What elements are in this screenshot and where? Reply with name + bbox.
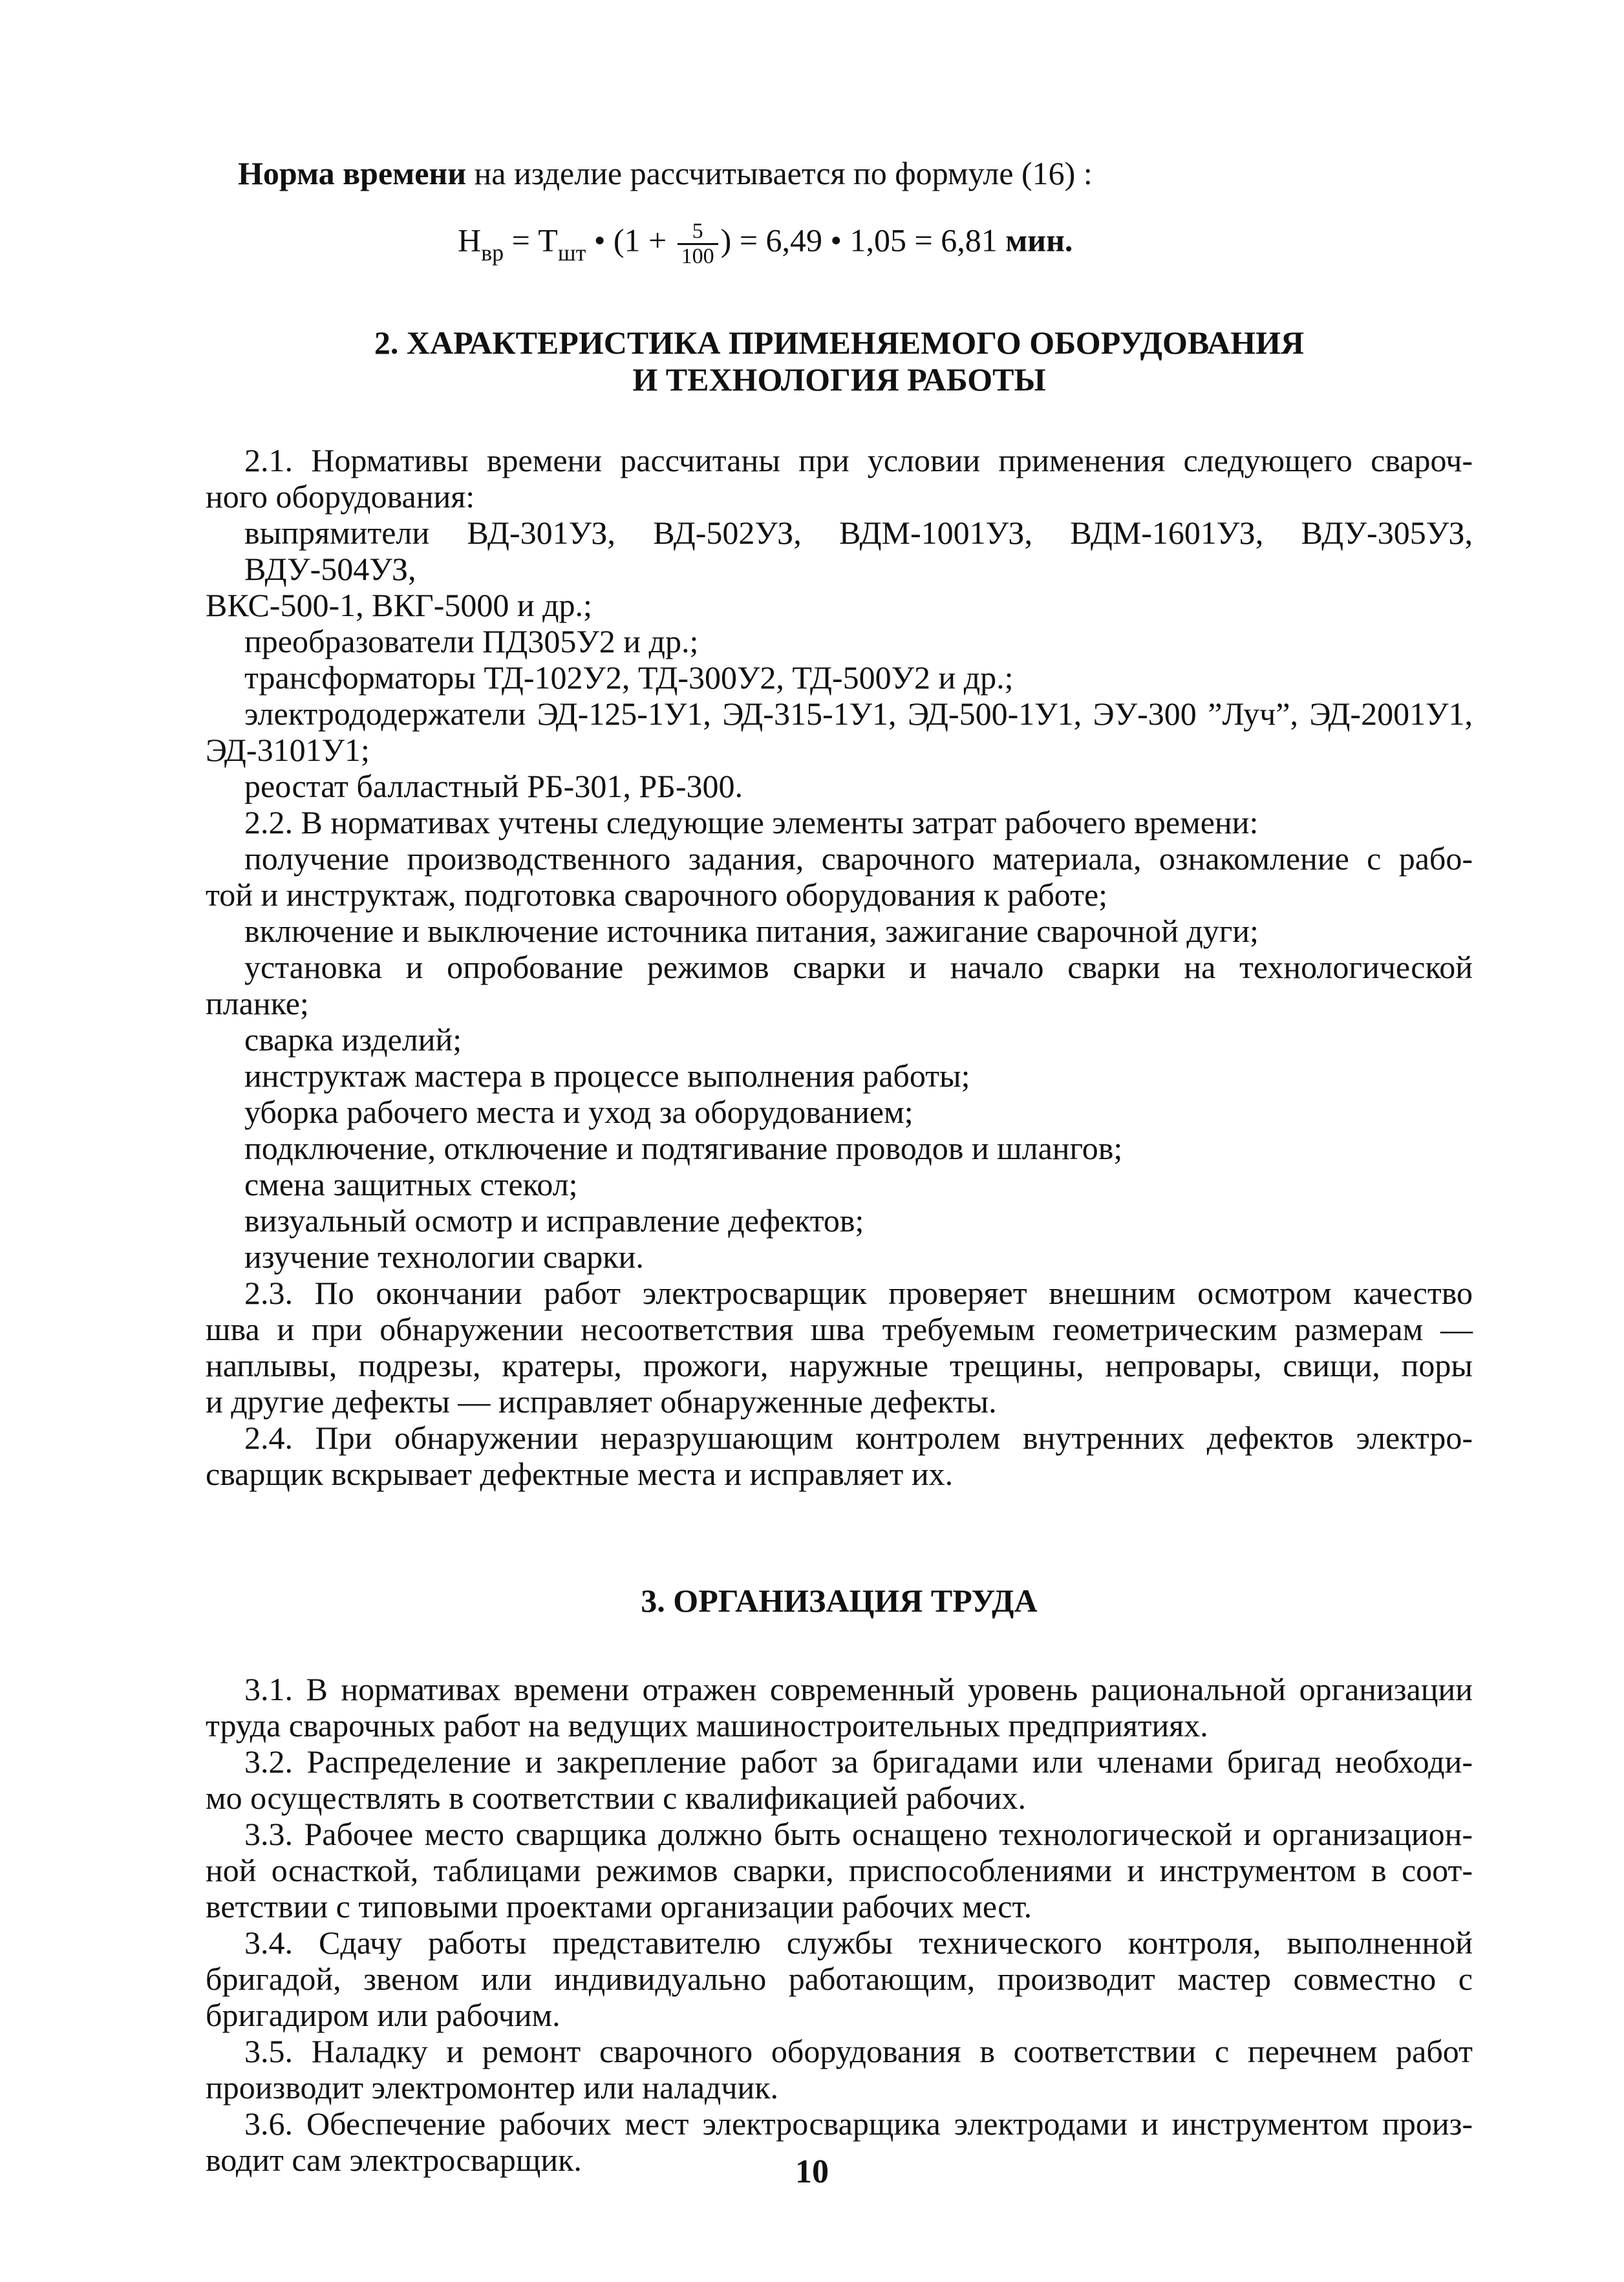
text-line: установка и опробование режимов сварки и начало сварки на технологической <box>244 949 1473 985</box>
section-2-body <box>206 442 1473 1492</box>
time-norm-formula <box>206 220 1473 279</box>
text-line: уборка рабочего места и уход за оборудованием; <box>244 1094 914 1130</box>
text-line: сварщик вскрывает дефектные места и исправляет их. <box>206 1456 954 1492</box>
text-line: и другие дефекты — исправляет обнаруженные дефекты. <box>206 1383 997 1420</box>
section-3-heading <box>206 1583 1473 1619</box>
fraction-denominator: 100 <box>681 244 714 268</box>
text-line: мо осуществлять в соответствии с квалификацией рабочих. <box>206 1780 1026 1816</box>
text-line: 2.3. По окончании работ электросварщик проверяет внешним осмотром качество <box>244 1275 1473 1311</box>
fraction-numerator: 5 <box>678 220 718 245</box>
text-line: сварка изделий; <box>244 1021 462 1058</box>
text-line: шва и при обнаружении несоответствия шва требуемым геометрическим размерам — <box>206 1311 1473 1347</box>
text-line: 3.2. Распределение и закрепление работ за бригадами или членами бригад необходи- <box>244 1743 1473 1780</box>
section-2-title-line-1: 2. ХАРАКТЕРИСТИКА ПРИМЕНЯЕМОГО ОБОРУДОВАНИЯ <box>374 325 1305 361</box>
page-content <box>206 155 1473 2178</box>
formula-result: ) = 6,49 • 1,05 = 6,81 <box>720 222 1006 259</box>
text-line: 3.4. Сдачу работы представителю службы технического контроля, выполненной <box>244 1925 1473 1961</box>
text-line: производит электромонтер или наладчик. <box>206 2069 779 2106</box>
section-2-heading <box>206 325 1473 398</box>
text-line: 2.1. Нормативы времени рассчитаны при условии применения следующего свароч- <box>244 442 1473 478</box>
formula-multiplier: • (1 + <box>586 222 675 259</box>
text-line: получение производственного задания, сварочного материала, ознакомление с рабо- <box>244 840 1473 877</box>
section-3-body <box>206 1671 1473 2178</box>
text-line: бригадиром или рабочим. <box>206 1997 561 2033</box>
text-line: подключение, отключение и подтягивание проводов и шлангов; <box>244 1130 1123 1166</box>
page-number: 10 <box>795 2153 829 2190</box>
text-line: ЭД-3101У1; <box>206 732 370 768</box>
text-line: бригадой, звеном или индивидуально работающим, производит мастер совместно с <box>206 1961 1473 1997</box>
intro-text: на изделие рассчитывается по формуле (16) : <box>466 155 1093 191</box>
text-line: ВКС-500-1, ВКГ-5000 и др.; <box>206 587 592 623</box>
text-line: включение и выключение источника питания, зажигание сварочной дуги; <box>244 913 1259 949</box>
text-line: ветствии с типовыми проектами организации рабочих мест. <box>206 1888 1032 1925</box>
text-line: 2.4. При обнаружении неразрушающим контролем внутренних дефектов электро- <box>244 1420 1473 1456</box>
text-line: 3.6. Обеспечение рабочих мест электросварщика электродами и инструментом произ- <box>244 2106 1473 2142</box>
formula-unit: мин. <box>1005 222 1073 259</box>
intro-paragraph <box>238 155 1473 191</box>
text-line: выпрямители ВД-301УЗ, ВД-502УЗ, ВДМ-1001УЗ, ВДМ-1601УЗ, ВДУ-305УЗ, ВДУ-504УЗ, <box>244 515 1473 587</box>
text-line: преобразователи ПД305У2 и др.; <box>244 623 699 659</box>
text-line: 3.5. Наладку и ремонт сварочного оборудования в соответствии с перечнем работ <box>244 2033 1473 2069</box>
formula-t-subscript: шт <box>557 239 586 266</box>
text-line: трансформаторы ТД-102У2, ТД-300У2, ТД-500У2 и др.; <box>244 659 1014 696</box>
text-line: смена защитных стекол; <box>244 1166 578 1202</box>
text-line: ного оборудования: <box>206 478 475 515</box>
text-line: электрододержатели ЭД-125-1У1, ЭД-315-1У1, ЭД-500-1У1, ЭУ-300 ”Луч”, ЭД-2001У1, <box>244 696 1473 732</box>
text-line: 3.3. Рабочее место сварщика должно быть оснащено технологической и организацион- <box>244 1816 1473 1852</box>
formula-fraction <box>678 220 718 268</box>
text-line: труда сварочных работ на ведущих машиностроительных предприятиях. <box>206 1707 1208 1743</box>
text-line: той и инструктаж, подготовка сварочного оборудования к работе; <box>206 877 1108 913</box>
section-2-title-line-2: И ТЕХНОЛОГИЯ РАБОТЫ <box>632 361 1046 398</box>
text-line: планке; <box>206 985 309 1021</box>
text-line: 2.2. В нормативах учтены следующие элементы затрат рабочего времени: <box>244 804 1259 840</box>
section-3-title: 3. ОРГАНИЗАЦИЯ ТРУДА <box>641 1583 1038 1619</box>
formula-equals-t: = Т <box>504 222 558 259</box>
formula-h: Н <box>458 222 482 259</box>
text-line: реостат балластный РБ-301, РБ-300. <box>244 768 743 804</box>
text-line: ной оснасткой, таблицами режимов сварки, приспособлениями и инструментом в соот- <box>206 1852 1473 1888</box>
text-line: 3.1. В нормативах времени отражен современный уровень рациональной организации <box>244 1671 1473 1707</box>
formula-h-subscript: вр <box>481 239 504 266</box>
text-line: визуальный осмотр и исправление дефектов; <box>244 1202 864 1239</box>
text-line: инструктаж мастера в процессе выполнения работы; <box>244 1058 970 1094</box>
text-line: наплывы, подрезы, кратеры, прожоги, наружные трещины, непровары, свищи, поры <box>206 1347 1473 1383</box>
intro-bold-term: Норма времени <box>238 155 467 191</box>
text-line: изучение технологии сварки. <box>244 1239 644 1275</box>
text-line: водит сам электросварщик. <box>206 2142 582 2178</box>
